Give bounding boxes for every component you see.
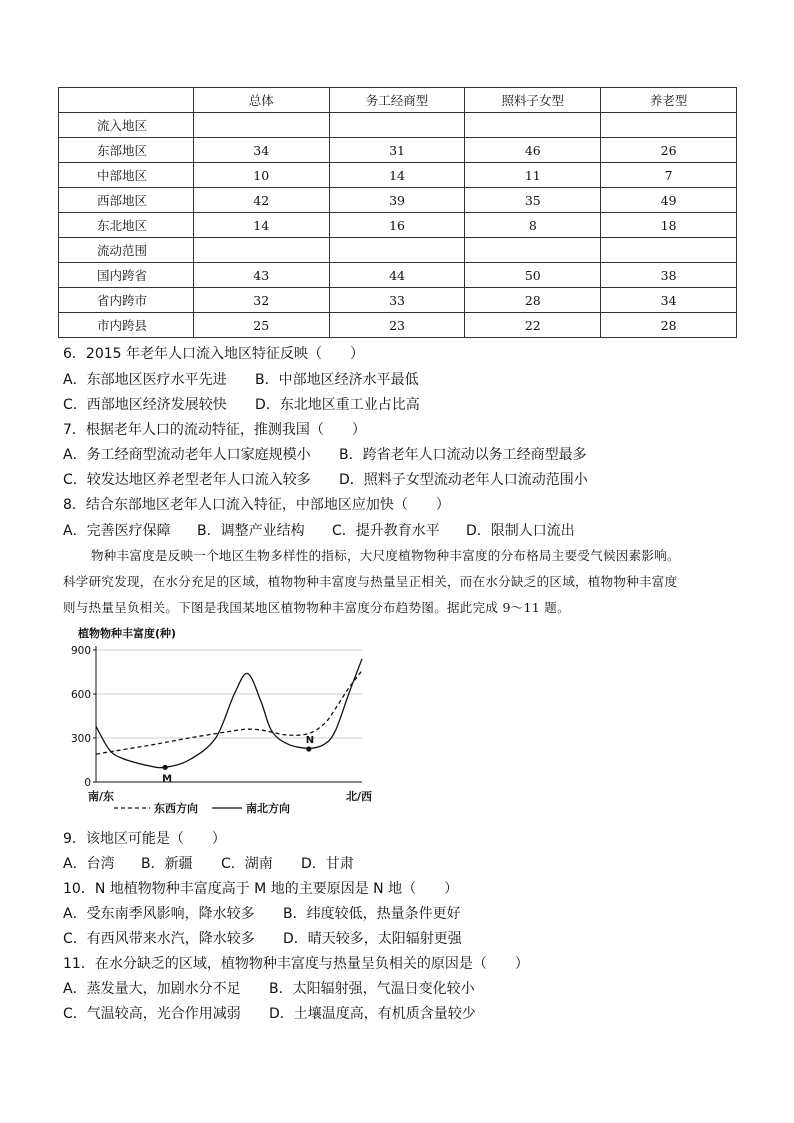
- question-11-stem: 11．在水分缺乏的区域，植物物种丰富度与热量呈负相关的原因是（ ）: [63, 956, 529, 972]
- row-label: 东部地区: [59, 138, 194, 163]
- chart-title: 植物物种丰富度(种): [78, 627, 177, 640]
- point-m: [163, 765, 168, 770]
- table-cell: 32: [193, 288, 329, 313]
- option-d[interactable]: D．晴天较多，太阳辐射更强: [283, 931, 462, 947]
- option-d[interactable]: D．土壤温度高，有机质含量较少: [269, 1006, 476, 1022]
- question-7-options-row1: [63, 446, 587, 464]
- question-9-options: [63, 855, 354, 873]
- option-a[interactable]: A．完善医疗保障: [63, 523, 171, 539]
- table-cell: 43: [193, 263, 329, 288]
- table-cell: 18: [601, 213, 737, 238]
- table-cell: 7: [601, 163, 737, 188]
- table-header-row: [59, 88, 737, 113]
- table-cell: 34: [601, 288, 737, 313]
- table-cell: 39: [329, 188, 465, 213]
- question-11-options-row1: [63, 980, 475, 998]
- table-row: [59, 163, 737, 188]
- table-cell: 34: [193, 138, 329, 163]
- row-label: 国内跨省: [59, 263, 194, 288]
- table-row: [59, 113, 737, 138]
- option-b[interactable]: B．调整产业结构: [197, 523, 305, 539]
- question-11-options-row2: [63, 1005, 476, 1023]
- table-cell: [465, 238, 601, 263]
- legend-label-north-south: 南北方向: [246, 802, 290, 815]
- table-cell: 38: [601, 263, 737, 288]
- table-cell: 50: [465, 263, 601, 288]
- row-label: 流入地区: [59, 113, 194, 138]
- series-line-east-west: [96, 671, 362, 755]
- passage-line: 则与热量呈负相关。下图是我国某地区植物物种丰富度分布趋势图。据此完成 9～11 题。: [63, 600, 570, 615]
- table-cell: 16: [329, 213, 465, 238]
- chart-gridlines: [96, 650, 362, 738]
- table-cell: 44: [329, 263, 465, 288]
- option-c[interactable]: C．西部地区经济发展较快: [63, 397, 227, 413]
- question-10-options-row1: [63, 905, 461, 923]
- row-label: 省内跨市: [59, 288, 194, 313]
- question-7-options-row2: [63, 471, 588, 489]
- x-label-left: 南/东: [88, 790, 115, 803]
- row-label: 东北地区: [59, 213, 194, 238]
- question-6-options-row2: [63, 396, 420, 414]
- point-label-m: M: [162, 773, 173, 785]
- table-row: [59, 188, 737, 213]
- elderly-migration-table: [58, 87, 737, 338]
- option-d[interactable]: D．甘肃: [301, 856, 354, 872]
- table-cell: 46: [465, 138, 601, 163]
- table-header-cell: [59, 88, 194, 113]
- question-10-stem: 10．N 地植物物种丰富度高于 M 地的主要原因是 N 地（ ）: [63, 881, 459, 897]
- table-cell: 8: [465, 213, 601, 238]
- series-line-north-south: [96, 659, 362, 768]
- table-row: [59, 313, 737, 338]
- option-b[interactable]: B．纬度较低，热量条件更好: [283, 906, 461, 922]
- row-label: 中部地区: [59, 163, 194, 188]
- option-d[interactable]: D．限制人口流出: [466, 523, 575, 539]
- question-7-stem: 7．根据老年人口的流动特征，推测我国（ ）: [63, 422, 366, 438]
- x-label-right: 北/西: [346, 790, 373, 803]
- table-row: [59, 288, 737, 313]
- chart-legend: [114, 801, 290, 815]
- passage-line: 科学研究发现，在水分充足的区域，植物物种丰富度与热量呈正相关，而在水分缺乏的区域，植物物种丰富度: [63, 574, 678, 589]
- table-row: [59, 238, 737, 263]
- option-c[interactable]: C．较发达地区养老型老年人口流入较多: [63, 472, 311, 488]
- chart-points: [162, 735, 314, 784]
- table-cell: 42: [193, 188, 329, 213]
- legend-label-east-west: 东西方向: [154, 802, 198, 815]
- table-cell: 28: [601, 313, 737, 338]
- question-10-options-row2: [63, 930, 462, 948]
- table-cell: [601, 238, 737, 263]
- table-row: [59, 263, 737, 288]
- table-row: [59, 213, 737, 238]
- question-6-options-row1: [63, 371, 419, 389]
- table-header-cell: 照料子女型: [465, 88, 601, 113]
- table-cell: 10: [193, 163, 329, 188]
- point-n: [306, 746, 311, 751]
- table-cell: 25: [193, 313, 329, 338]
- option-b[interactable]: B．中部地区经济水平最低: [255, 372, 419, 388]
- option-a[interactable]: A．台湾: [63, 856, 115, 872]
- row-label: 流动范围: [59, 238, 194, 263]
- row-label: 市内跨县: [59, 313, 194, 338]
- table-cell: [329, 113, 465, 138]
- option-d[interactable]: D．照料子女型流动老年人口流动范围小: [339, 472, 588, 488]
- y-tick-label: 600: [70, 689, 91, 701]
- option-a[interactable]: A．蒸发量大，加剧水分不足: [63, 981, 241, 997]
- question-9-stem: 9．该地区可能是（ ）: [63, 831, 226, 847]
- table-cell: 49: [601, 188, 737, 213]
- question-8-options: [63, 522, 575, 540]
- table-cell: 35: [465, 188, 601, 213]
- option-b[interactable]: B．跨省老年人口流动以务工经商型最多: [339, 447, 587, 463]
- table-cell: 14: [193, 213, 329, 238]
- chart-axes: [96, 646, 362, 785]
- species-richness-chart: [62, 622, 382, 822]
- option-c[interactable]: C．有西风带来水汽，降水较多: [63, 931, 255, 947]
- option-c[interactable]: C．湖南: [221, 856, 273, 872]
- option-a[interactable]: A．受东南季风影响，降水较多: [63, 906, 255, 922]
- option-a[interactable]: A．务工经商型流动老年人口家庭规模小: [63, 447, 311, 463]
- table-cell: 11: [465, 163, 601, 188]
- option-b[interactable]: B．太阳辐射强，气温日变化较小: [269, 981, 475, 997]
- y-tick-label: 300: [70, 733, 91, 745]
- table-cell: [193, 113, 329, 138]
- point-label-n: N: [305, 735, 315, 746]
- question-6-stem: 6．2015 年老年人口流入地区特征反映（ ）: [63, 346, 364, 362]
- option-a[interactable]: A．东部地区医疗水平先进: [63, 372, 227, 388]
- table-cell: [465, 113, 601, 138]
- option-c[interactable]: C．气温较高，光合作用减弱: [63, 1006, 241, 1022]
- option-b[interactable]: B．新疆: [141, 856, 193, 872]
- chart-svg: [62, 622, 382, 822]
- passage-text: 物种丰富度是反映一个地区生物多样性的指标，大尺度植物物种丰富度的分布格局主要受气候因素影响。: [91, 548, 680, 563]
- y-tick-label: 900: [70, 645, 91, 657]
- table-cell: 33: [329, 288, 465, 313]
- table-cell: 26: [601, 138, 737, 163]
- table-header-cell: 务工经商型: [329, 88, 465, 113]
- table-cell: 23: [329, 313, 465, 338]
- table-cell: 31: [329, 138, 465, 163]
- chart-y-ticks: [71, 645, 96, 789]
- row-label: 西部地区: [59, 188, 194, 213]
- table-cell: 14: [329, 163, 465, 188]
- table-row: [59, 138, 737, 163]
- table-header-cell: 总体: [193, 88, 329, 113]
- table-header-cell: 养老型: [601, 88, 737, 113]
- question-8-stem: 8．结合东部地区老年人口流入特征，中部地区应加快（ ）: [63, 497, 450, 513]
- passage-line: [63, 543, 743, 569]
- table-cell: [601, 113, 737, 138]
- table-cell: [329, 238, 465, 263]
- table-cell: 22: [465, 313, 601, 338]
- option-d[interactable]: D．东北地区重工业占比高: [255, 397, 420, 413]
- table-cell: 28: [465, 288, 601, 313]
- y-tick-label: 0: [84, 777, 91, 789]
- chart-series-group: [96, 659, 362, 768]
- table-cell: [193, 238, 329, 263]
- option-c[interactable]: C．提升教育水平: [332, 523, 440, 539]
- passage: [63, 543, 743, 621]
